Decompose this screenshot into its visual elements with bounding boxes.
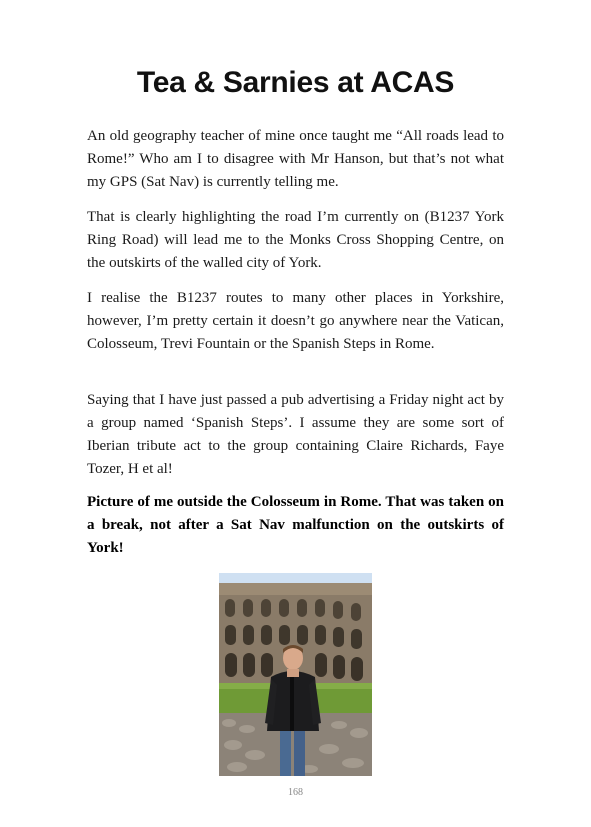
page-title: Tea & Sarnies at ACAS <box>136 66 455 99</box>
paragraph-1: An old geography teacher of mine once taught me “All roads lead to Rome!” Who am I to disagree with Mr Hanson, but that’s not what my GPS (Sat Nav) is currently telling me. <box>87 128 504 190</box>
page-number: 168 <box>288 787 303 798</box>
photo-caption: Picture of me outside the Colosseum in Rome. That was taken on a break, not after a Sat Nav malfunction on the outskirts of York! <box>87 494 504 556</box>
paragraph-2: That is clearly highlighting the road I’m currently on (B1237 York Ring Road) will lead me to the Monks Cross Shopping Centre, on the outskirts of the walled city of York. <box>87 209 504 271</box>
paragraph-4: Saying that I have just passed a pub advertising a Friday night act by a group named ‘Spanish Steps’. I assume they are some sort of Iberian tribute act to the group containing Claire Richards, Faye Tozer, H et al! <box>87 392 504 477</box>
colosseum-photo <box>219 573 372 776</box>
paragraph-3: I realise the B1237 routes to many other places in Yorkshire, however, I’m pretty certain it doesn’t go anywhere near the Vatican, Colosseum, Trevi Fountain or the Spanish Steps in Rome. <box>87 290 504 352</box>
